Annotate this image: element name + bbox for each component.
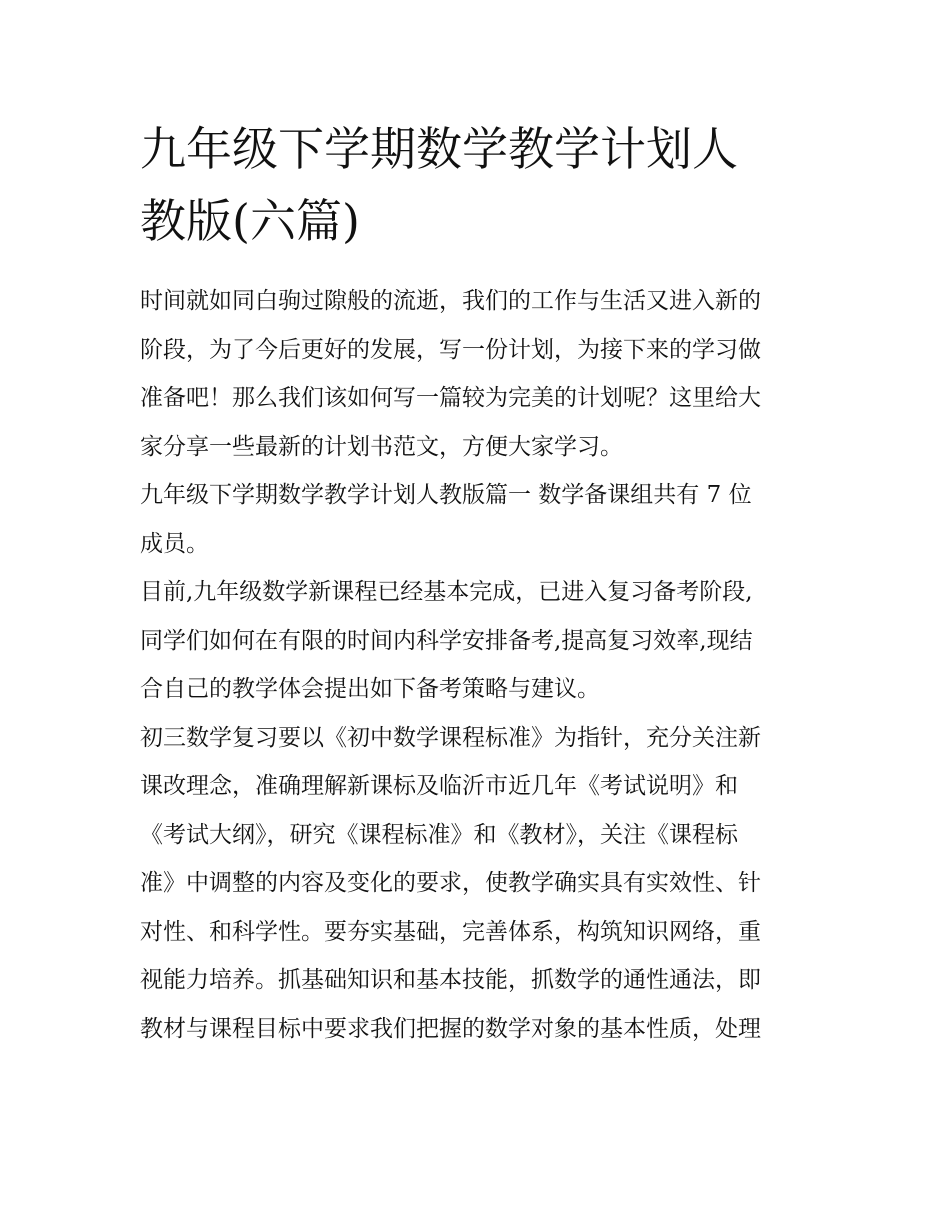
text-line: 准》中调整的内容及变化的要求，使教学确实具有实效性、针	[140, 870, 761, 896]
text-line: 目前,九年级数学新课程已经基本完成，已进入复习备考阶段,	[140, 579, 753, 605]
text-line: 同学们如何在有限的时间内科学安排备考,提高复习效率,现结	[140, 627, 753, 654]
text-line: 合自己的教学体会提出如下备考策略与建议。	[140, 676, 600, 702]
document-title	[140, 113, 840, 257]
text-line: 准备吧！那么我们该如何写一篇较为完美的计划呢？这里给大	[140, 385, 761, 411]
document-body	[140, 277, 840, 1053]
paragraph-review-guidance	[140, 714, 840, 1054]
text-line: 成员。	[140, 530, 209, 557]
text-line: 九年级下学期数学教学计划人教版篇一 数学备课组共有 7 位	[140, 482, 752, 508]
text-line: 视能力培养。抓基础知识和基本技能，抓数学的通性通法，即	[140, 967, 761, 993]
paragraph-current-status	[140, 568, 840, 714]
title-line: 九年级下学期数学教学计划人	[140, 122, 738, 176]
text-line: 家分享一些最新的计划书范文，方便大家学习。	[140, 433, 623, 460]
text-line: 教材与课程目标中要求我们把握的数学对象的基本性质，处理	[140, 1015, 761, 1042]
text-line: 初三数学复习要以《初中数学课程标准》为指针，充分关注新	[140, 724, 761, 751]
title-line: 教版(六篇)	[140, 194, 360, 248]
text-line: 《考试大纲》，研究《课程标准》和《教材》，关注《课程标	[140, 821, 738, 848]
text-line: 课改理念，准确理解新课标及临沂市近几年《考试说明》和	[140, 773, 738, 799]
text-line: 对性、和科学性。要夯实基础，完善体系，构筑知识网络，重	[140, 918, 761, 945]
paragraph-section-one	[140, 471, 840, 568]
text-line: 阶段，为了今后更好的发展，写一份计划，为接下来的学习做	[140, 336, 761, 363]
text-line: 时间就如同白驹过隙般的流逝，我们的工作与生活又进入新的	[140, 288, 761, 314]
paragraph-intro	[140, 277, 840, 471]
